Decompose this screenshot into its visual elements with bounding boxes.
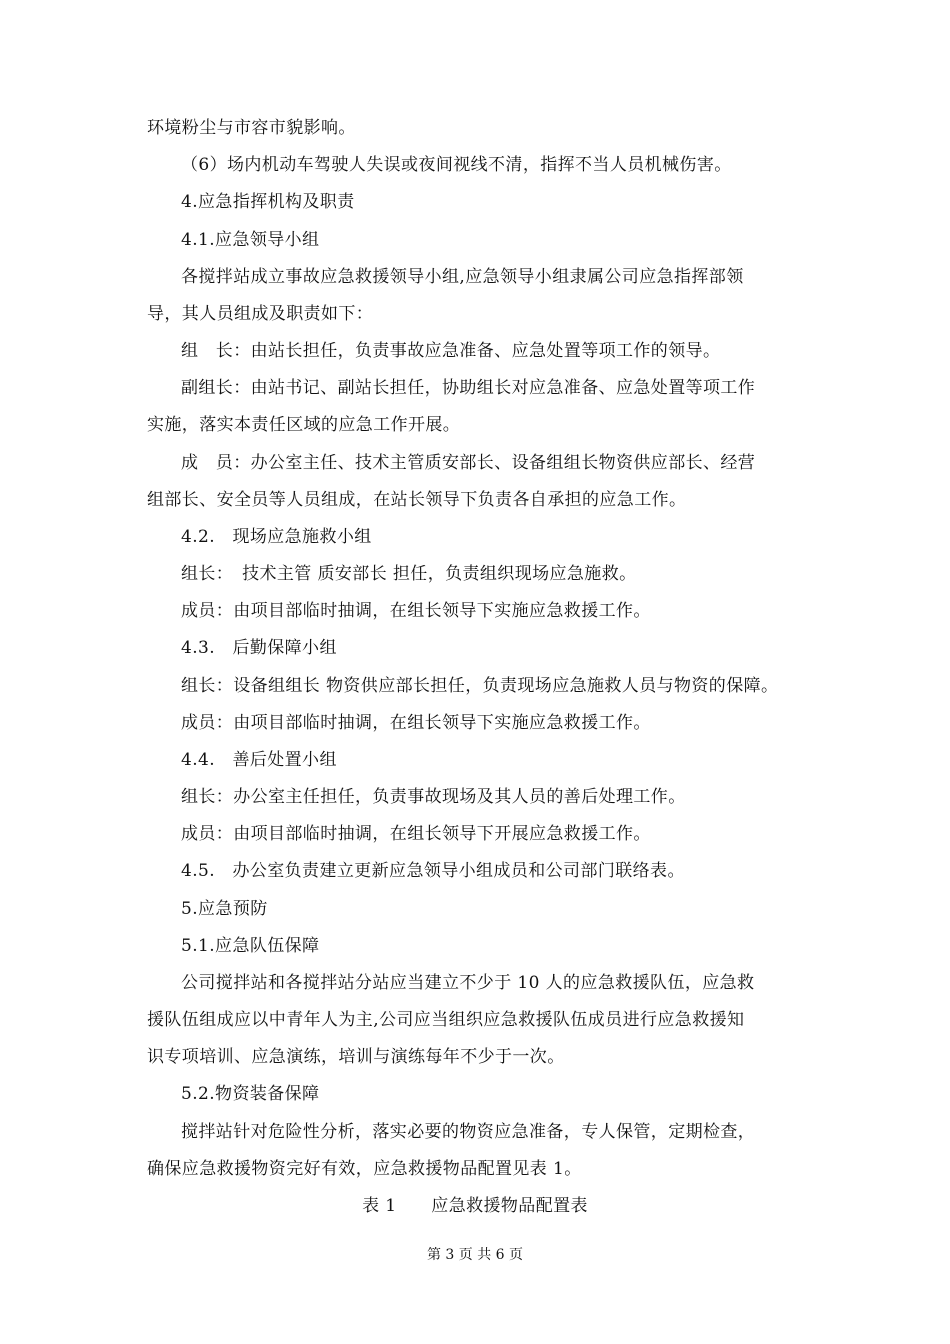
subsection-heading: 4.3. 后勤保障小组 — [181, 638, 337, 658]
paragraph-line: 导，其人员组成及职责如下： — [147, 304, 374, 324]
subsection-heading: 5.2.物资装备保障 — [181, 1084, 320, 1104]
paragraph-line: 成员：由项目部临时抽调，在组长领导下实施应急救援工作。 — [181, 713, 651, 733]
paragraph-line: 成员：由项目部临时抽调，在组长领导下实施应急救援工作。 — [181, 601, 651, 621]
paragraph-line: 援队伍组成应以中青年人为主,公司应当组织应急救援队伍成员进行应急救援知 — [147, 1010, 745, 1030]
paragraph-line: 各搅拌站成立事故应急救援领导小组,应急领导小组隶属公司应急指挥部领 — [181, 267, 744, 287]
page-footer: 第 3 页 共 6 页 — [426, 1247, 524, 1263]
paragraph-line: 组部长、安全员等人员组成，在站长领导下负责各自承担的应急工作。 — [147, 490, 687, 510]
paragraph-line: 组长：设备组组长 物资供应部长担任，负责现场应急施救人员与物资的保障。 — [181, 676, 779, 696]
paragraph-line: 组长：办公室主任担任，负责事故现场及其人员的善后处理工作。 — [181, 787, 686, 807]
paragraph-line: 实施，落实本责任区域的应急工作开展。 — [147, 415, 461, 435]
section-heading: 4.应急指挥机构及职责 — [181, 192, 355, 212]
paragraph-line: 成 员：办公室主任、技术主管质安部长、设备组组长物资供应部长、经营 — [181, 453, 756, 473]
paragraph-line: 识专项培训、应急演练，培训与演练每年不少于一次。 — [147, 1047, 565, 1067]
paragraph-line: 组 长：由站长担任，负责事故应急准备、应急处置等项工作的领导。 — [181, 341, 721, 361]
paragraph-line: 4.5. 办公室负责建立更新应急领导小组成员和公司部门联络表。 — [181, 861, 685, 881]
paragraph-line: 组长： 技术主管 质安部长 担任，负责组织现场应急施救。 — [181, 564, 637, 584]
section-heading: 5.应急预防 — [181, 899, 268, 919]
paragraph-line: 环境粉尘与市容市貌影响。 — [147, 118, 356, 138]
paragraph-line: 成员：由项目部临时抽调，在组长领导下开展应急救援工作。 — [181, 824, 651, 844]
paragraph-line: 公司搅拌站和各搅拌站分站应当建立不少于 10 人的应急救援队伍，应急救 — [181, 973, 755, 993]
subsection-heading: 4.2. 现场应急施救小组 — [181, 527, 372, 547]
paragraph-line: 副组长：由站书记、副站长担任，协助组长对应急准备、应急处置等项工作 — [181, 378, 756, 398]
table-caption: 表 1 应急救援物品配置表 — [362, 1196, 588, 1216]
paragraph-line: 确保应急救援物资完好有效，应急救援物品配置见表 1。 — [147, 1159, 582, 1179]
paragraph-line: 搅拌站针对危险性分析，落实必要的物资应急准备，专人保管，定期检查， — [181, 1122, 756, 1142]
subsection-heading: 5.1.应急队伍保障 — [181, 936, 320, 956]
subsection-heading: 4.1.应急领导小组 — [181, 230, 320, 250]
paragraph-line: （6）场内机动车驾驶人失误或夜间视线不清，指挥不当人员机械伤害。 — [181, 155, 732, 175]
subsection-heading: 4.4. 善后处置小组 — [181, 750, 337, 770]
